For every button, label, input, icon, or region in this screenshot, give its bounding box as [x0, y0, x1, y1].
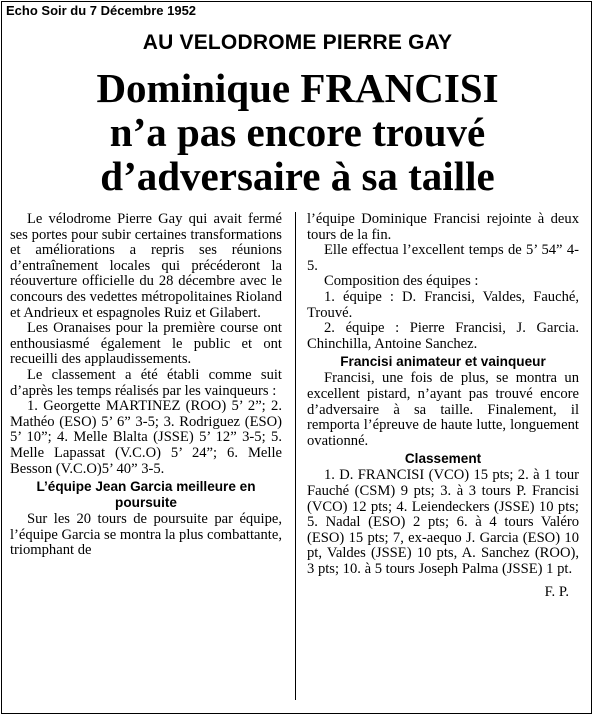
left-column	[10, 212, 282, 559]
author-signature: F. P.	[544, 584, 569, 601]
headline-line-3: d’adversaire à sa taille	[100, 153, 495, 199]
kicker-heading: AU VELODROME PIERRE GAY	[142, 31, 453, 54]
paragraph: l’équipe Dominique Francisi rejointe à deux tours de la fin.	[307, 211, 579, 243]
column-divider	[295, 212, 296, 700]
subheading: L’équipe Jean Garcia meilleure en poursuite	[36, 479, 256, 511]
headline-line-2: n’a pas encore trouvé	[109, 109, 486, 155]
ranking-paragraph: 1. D. FRANCISI (VCO) 15 pts; 2. à 1 tour Fauché (CSM) 9 pts; 3. à 3 tours P. Francisi (VCO) 12 pts; 4. Leiendeckers (JSSE) 10 pts; 5. Nadal (ESO) 2 pts; 6. à 4 tours Valéro (ESO) 15 pts; 7, ex-aequo J. Garcia (ESO) 10 pt, Valdes (JSSE) 10 pts, A. Sanchez (ROO), 3 pts; 10. à 5 tours Joseph Palma (JSSE) 1 pt.	[307, 467, 579, 577]
results-paragraph: 1. Georgette MARTINEZ (ROO) 5’ 2”; 2. Mathéo (ESO) 5’ 6” 3-5; 3. Rodriguez (ESO) 5’ 10”; 4. Melle Blalta (JSSE) 5’ 12” 3-5; 5. Melle Lapassat (V.C.O) 5’ 24”; 6. Melle Besson (V.C.O)5’ 40” 3-5.	[10, 398, 282, 477]
subheading: Francisi animateur et vainqueur	[340, 354, 546, 370]
source-line: Echo Soir du 7 Décembre 1952	[6, 3, 197, 18]
paragraph: Les Oranaises pour la première course ont enthousiasmé également le public et ont recueilli des applaudissements.	[10, 320, 282, 368]
headline-line-1: Dominique FRANCISI	[96, 65, 499, 111]
subheading: Classement	[404, 451, 482, 467]
paragraph: Francisi, une fois de plus, se montra un excellent pistard, n’ayant pas trouvé encore d’adversaire à sa taille. Finalement, il remporta l’épreuve de haute lutte, longuement ovationné.	[307, 370, 579, 449]
headline	[0, 66, 595, 198]
paragraph: Elle effectua l’excellent temps de 5’ 54” 4-5.	[307, 242, 579, 274]
paragraph: 1. équipe : D. Francisi, Valdes, Fauché, Trouvé.	[307, 288, 579, 321]
paragraph: 2. équipe : Pierre Francisi, J. Garcia. Chinchilla, Antoine Sanchez.	[307, 320, 579, 352]
paragraph: Le vélodrome Pierre Gay qui avait fermé ses portes pour subir certaines transformations et améliorations a repris ses réunions d’entraînement locales qui précéderont la réouverture officielle du 28 décembre avec le concours des vedettes métropolitaines Rioland et Andrieux et espagnoles Ruiz et Gilabert.	[10, 211, 282, 321]
right-column	[307, 212, 579, 601]
paragraph: Composition des équipes :	[324, 273, 479, 290]
paragraph: Sur les 20 tours de poursuite par équipe, l’équipe Garcia se montra la plus combattante, triomphant de	[10, 511, 282, 559]
paragraph: Le classement a été établi comme suit d’après les temps réalisés par les vainqueurs :	[10, 366, 282, 399]
